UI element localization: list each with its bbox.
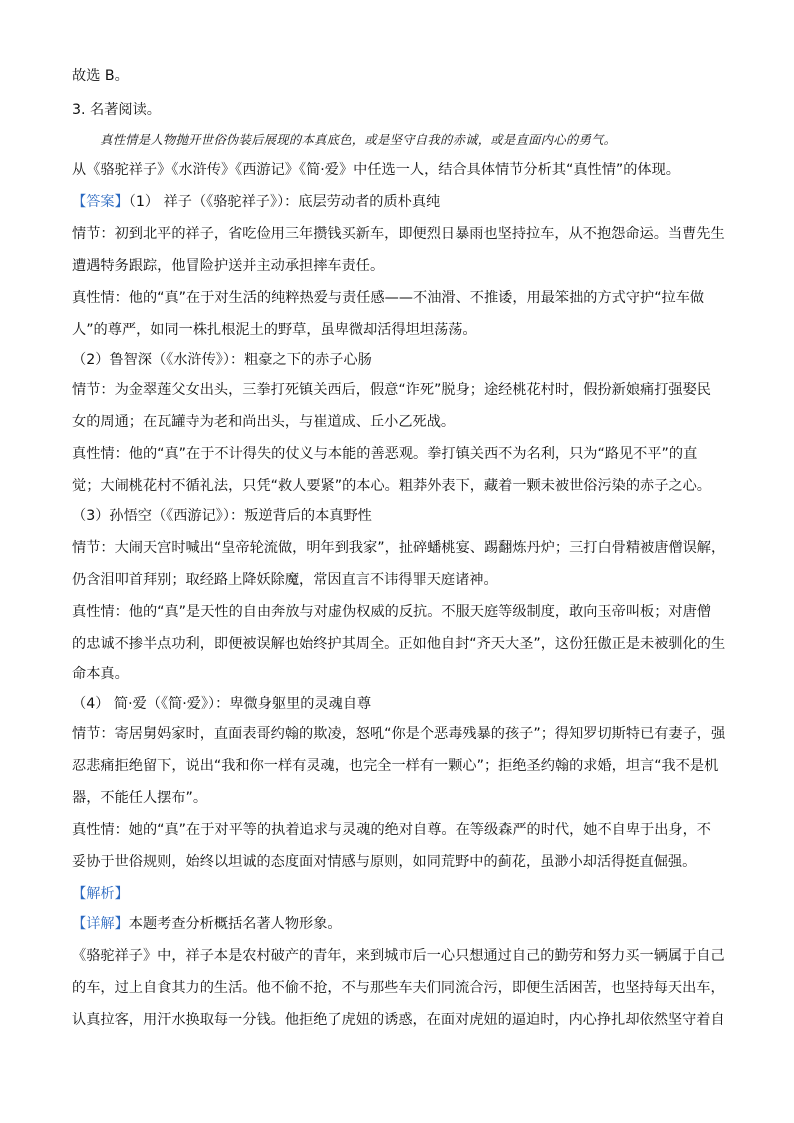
text-line: 妥协于世俗规则，始终以坦诚的态度面对情感与原则，如同荒野中的蓟花，虽渺小却活得挺直倔强。 bbox=[72, 854, 697, 870]
text-line: 情节：初到北平的祥子，省吃俭用三年攒钱买新车，即便烈日暴雨也坚持拉车，从不抱怨命运。当曹先生 bbox=[72, 226, 725, 242]
text-line: 人”的尊严，如同一株扎根泥土的野草，虽卑微却活得坦坦荡荡。 bbox=[72, 322, 477, 338]
text-line: 真性情：他的“真”是天性的自由奔放与对虚伪权威的反抗。不服天庭等级制度，敢向玉帝叫板；对唐僧 bbox=[72, 604, 711, 620]
question-text: 从《骆驼祥子》《水浒传》《西游记》《简·爱》中任选一人，结合具体情节分析其“真性情”的体现。 bbox=[72, 162, 680, 178]
text-line: 器，不能任人摆布”。 bbox=[72, 790, 208, 806]
text-line: 真性情：他的“真”在于对生活的纯粹热爱与责任感——不油滑、不推诿，用最笨拙的方式守护“拉车做 bbox=[72, 290, 705, 306]
text-line: 忍悲痛拒绝留下，说出“我和你一样有灵魂，也完全一样有一颗心”；拒绝圣约翰的求婚，坦言“我不是机 bbox=[72, 758, 719, 774]
text-line: 的车，过上自食其力的生活。他不偷不抢，不与那些车夫们同流合污，即便生活困苦，也坚持每天出车， bbox=[72, 980, 725, 996]
detail-line bbox=[72, 914, 732, 934]
subheading-line: （4） 简·爱（《简·爱》）：卑微身躯里的灵魂自尊 bbox=[72, 696, 372, 712]
text-line: 的忠诚不掺半点功利，即便被误解也始终护其周全。正如他自封“齐天大圣”，这份狂傲正是未被驯化的生 bbox=[72, 636, 726, 652]
answer-tag: 【答案】 bbox=[72, 194, 129, 210]
text-line: 情节：大闹天宫时喊出“皇帝轮流做，明年到我家”，扯碎蟠桃宴、踢翻炼丹炉；三打白骨精被唐僧误解， bbox=[72, 540, 726, 556]
subheading-line: （2）鲁智深（《水浒传》）：粗豪之下的赤子心肠 bbox=[72, 352, 372, 368]
text-line: 命本真。 bbox=[72, 666, 129, 682]
text-line: 认真拉客，用汗水换取每一分钱。他拒绝了虎妞的诱惑，在面对虎妞的逼迫时，内心挣扎却依然坚守着自 bbox=[72, 1012, 725, 1028]
detail-tag: 【详解】 bbox=[72, 916, 129, 932]
text-line: 仍含泪叩首拜别；取经路上降妖除魔，常因直言不讳得罪天庭诸神。 bbox=[72, 572, 498, 588]
answer-heading bbox=[72, 192, 732, 212]
text-line: 女的周通；在瓦罐寺为老和尚出头，与崔道成、丘小乙死战。 bbox=[72, 414, 456, 430]
analysis-tag: 【解析】 bbox=[72, 886, 129, 902]
text-line: 情节：寄居舅妈家时，直面表哥约翰的欺凌，怒吼“你是个恶毒残暴的孩子”；得知罗切斯特已有妻子，强 bbox=[72, 726, 726, 742]
subheading-line: （3）孙悟空（《西游记》）：叛逆背后的本真野性 bbox=[72, 508, 372, 524]
question-number: 3. 名著阅读。 bbox=[72, 102, 161, 118]
text-line: 情节：为金翠莲父女出头，三拳打死镇关西后，假意“诈死”脱身；途经桃花村时，假扮新娘痛打强娶民 bbox=[72, 382, 711, 398]
text-line: 故选 B。 bbox=[72, 68, 129, 84]
text-line: 觉；大闹桃花村不循礼法，只凭“救人要紧”的本心。粗莽外表下，藏着一颗未被世俗污染的赤子之心。 bbox=[72, 478, 711, 494]
answer-subheading: （1） 祥子（《骆驼祥子》）：底层劳动者的质朴真纯 bbox=[128, 194, 441, 210]
text-line: 真性情：他的“真”在于不计得失的仗义与本能的善恶观。拳打镇关西不为名利，只为“路见不平”的直 bbox=[72, 446, 698, 462]
text-line: 《骆驼祥子》中，祥子本是农村破产的青年，来到城市后一心只想通过自己的勤劳和努力买一辆属于自己 bbox=[72, 948, 725, 964]
detail-text: 本题考查分析概括名著人物形象。 bbox=[128, 916, 342, 932]
quote-line: 真性情是人物抛开世俗伪装后展现的本真底色，或是坚守自我的赤诚，或是直面内心的勇气。 bbox=[100, 132, 617, 147]
text-line: 真性情：她的“真”在于对平等的执着追求与灵魂的绝对自尊。在等级森严的时代，她不自卑于出身，不 bbox=[72, 822, 711, 838]
text-line: 遭遇特务跟踪，他冒险护送并主动承担摔车责任。 bbox=[72, 258, 385, 274]
